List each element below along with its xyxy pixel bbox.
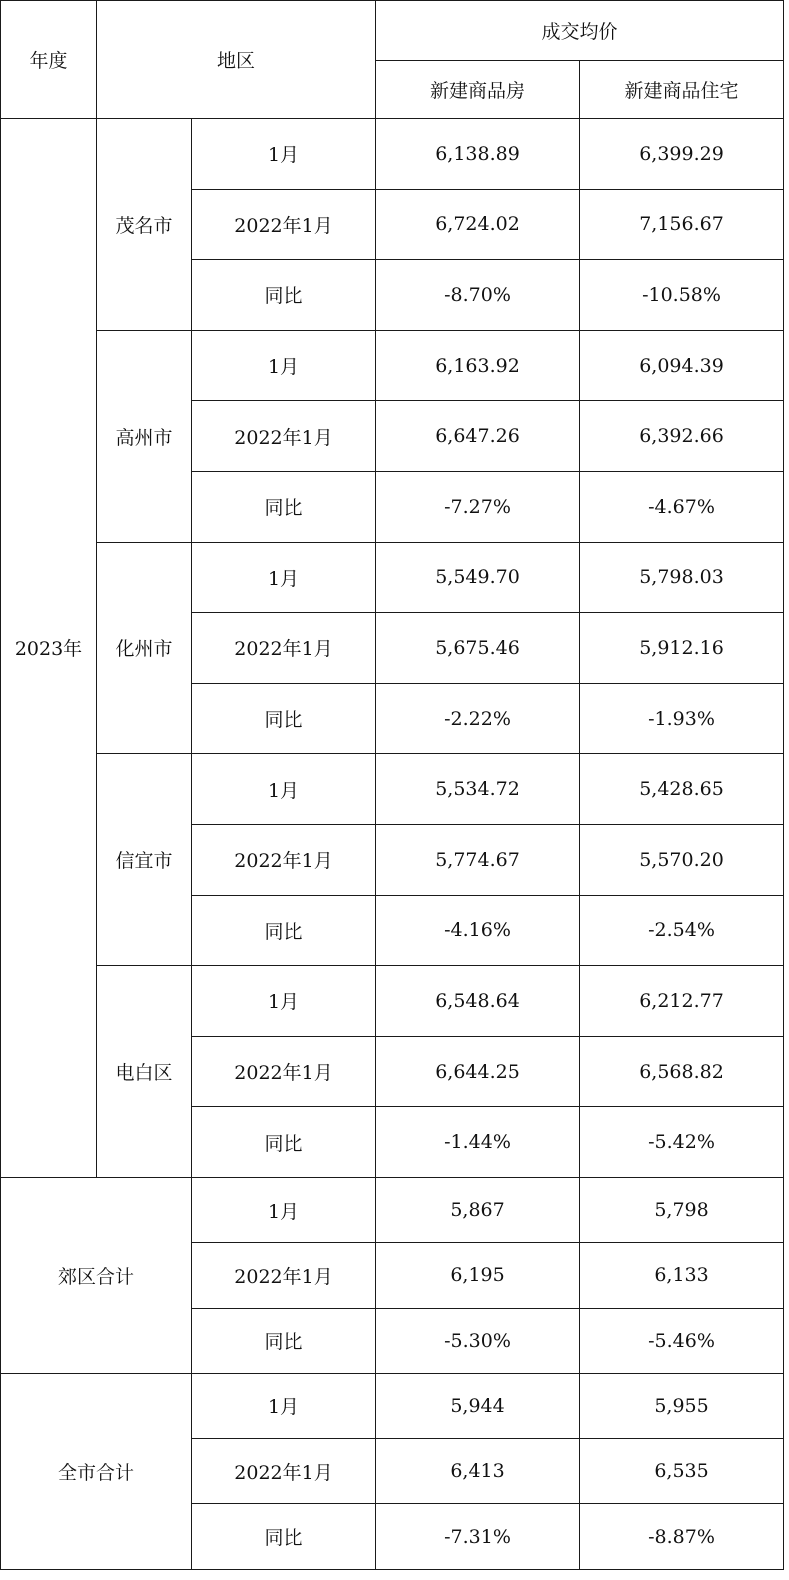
period-cell: 1月 — [192, 1373, 376, 1438]
period-cell: 2022年1月 — [192, 1439, 376, 1504]
residential-price-cell: 6,535 — [580, 1439, 784, 1504]
table-row — [1, 119, 784, 190]
residential-price-cell: 6,399.29 — [580, 119, 784, 190]
residential-price-cell: -10.58% — [580, 260, 784, 331]
table-row — [1, 542, 784, 613]
residential-price-cell: 6,133 — [580, 1243, 784, 1308]
residential-price-cell: -5.46% — [580, 1308, 784, 1373]
residential-price-cell: 5,955 — [580, 1373, 784, 1438]
commercial-price-cell: -5.30% — [376, 1308, 580, 1373]
residential-price-cell: 6,392.66 — [580, 401, 784, 472]
residential-price-cell: -5.42% — [580, 1107, 784, 1178]
period-cell: 2022年1月 — [192, 1036, 376, 1107]
period-cell: 同比 — [192, 1504, 376, 1569]
commercial-price-cell: 6,413 — [376, 1439, 580, 1504]
period-cell: 1月 — [192, 966, 376, 1037]
period-cell: 1月 — [192, 1177, 376, 1242]
city-name: 信宜市 — [97, 754, 192, 966]
header-row-1 — [1, 1, 784, 61]
residential-price-cell: 7,156.67 — [580, 189, 784, 260]
residential-price-cell: -4.67% — [580, 471, 784, 542]
commercial-price-cell: -7.27% — [376, 471, 580, 542]
city-name: 化州市 — [97, 542, 192, 754]
commercial-price-cell: -1.44% — [376, 1107, 580, 1178]
city-name: 电白区 — [97, 966, 192, 1178]
residential-price-cell: 5,428.65 — [580, 754, 784, 825]
period-cell: 同比 — [192, 895, 376, 966]
period-cell: 同比 — [192, 1308, 376, 1373]
commercial-price-cell: 5,774.67 — [376, 824, 580, 895]
residential-price-cell: -2.54% — [580, 895, 784, 966]
commercial-price-cell: 6,138.89 — [376, 119, 580, 190]
commercial-price-cell: 5,534.72 — [376, 754, 580, 825]
table-body — [1, 1, 784, 1570]
commercial-price-cell: 6,548.64 — [376, 966, 580, 1037]
commercial-price-cell: 5,944 — [376, 1373, 580, 1438]
total-name: 郊区合计 — [1, 1177, 192, 1373]
residential-price-cell: 6,094.39 — [580, 330, 784, 401]
period-cell: 2022年1月 — [192, 401, 376, 472]
residential-price-cell: 5,570.20 — [580, 824, 784, 895]
period-cell: 2022年1月 — [192, 613, 376, 684]
commercial-price-cell: -2.22% — [376, 683, 580, 754]
residential-price-cell: 6,212.77 — [580, 966, 784, 1037]
period-cell: 同比 — [192, 260, 376, 331]
commercial-price-cell: 5,549.70 — [376, 542, 580, 613]
table-row — [1, 754, 784, 825]
period-cell: 1月 — [192, 119, 376, 190]
total-name: 全市合计 — [1, 1373, 192, 1569]
commercial-price-cell: 5,675.46 — [376, 613, 580, 684]
commercial-price-cell: 6,195 — [376, 1243, 580, 1308]
commercial-price-cell: -8.70% — [376, 260, 580, 331]
period-cell: 1月 — [192, 754, 376, 825]
period-cell: 1月 — [192, 330, 376, 401]
header-year: 年度 — [1, 1, 97, 119]
header-avg-price: 成交均价 — [376, 1, 784, 61]
commercial-price-cell: -7.31% — [376, 1504, 580, 1569]
header-residential: 新建商品住宅 — [580, 61, 784, 119]
commercial-price-cell: 6,163.92 — [376, 330, 580, 401]
table-row — [1, 1373, 784, 1438]
header-commercial: 新建商品房 — [376, 61, 580, 119]
period-cell: 2022年1月 — [192, 1243, 376, 1308]
residential-price-cell: 5,798 — [580, 1177, 784, 1242]
commercial-price-cell: 6,647.26 — [376, 401, 580, 472]
period-cell: 2022年1月 — [192, 189, 376, 260]
period-cell: 同比 — [192, 1107, 376, 1178]
commercial-price-cell: -4.16% — [376, 895, 580, 966]
header-region: 地区 — [97, 1, 376, 119]
table-row — [1, 330, 784, 401]
city-name: 高州市 — [97, 330, 192, 542]
period-cell: 1月 — [192, 542, 376, 613]
commercial-price-cell: 6,724.02 — [376, 189, 580, 260]
table-row — [1, 966, 784, 1037]
table-row — [1, 1177, 784, 1242]
commercial-price-cell: 6,644.25 — [376, 1036, 580, 1107]
residential-price-cell: 6,568.82 — [580, 1036, 784, 1107]
residential-price-cell: 5,798.03 — [580, 542, 784, 613]
period-cell: 2022年1月 — [192, 824, 376, 895]
commercial-price-cell: 5,867 — [376, 1177, 580, 1242]
residential-price-cell: 5,912.16 — [580, 613, 784, 684]
period-cell: 同比 — [192, 471, 376, 542]
period-cell: 同比 — [192, 683, 376, 754]
residential-price-cell: -8.87% — [580, 1504, 784, 1569]
residential-price-cell: -1.93% — [580, 683, 784, 754]
year-cell: 2023年 — [1, 119, 97, 1178]
city-name: 茂名市 — [97, 119, 192, 331]
